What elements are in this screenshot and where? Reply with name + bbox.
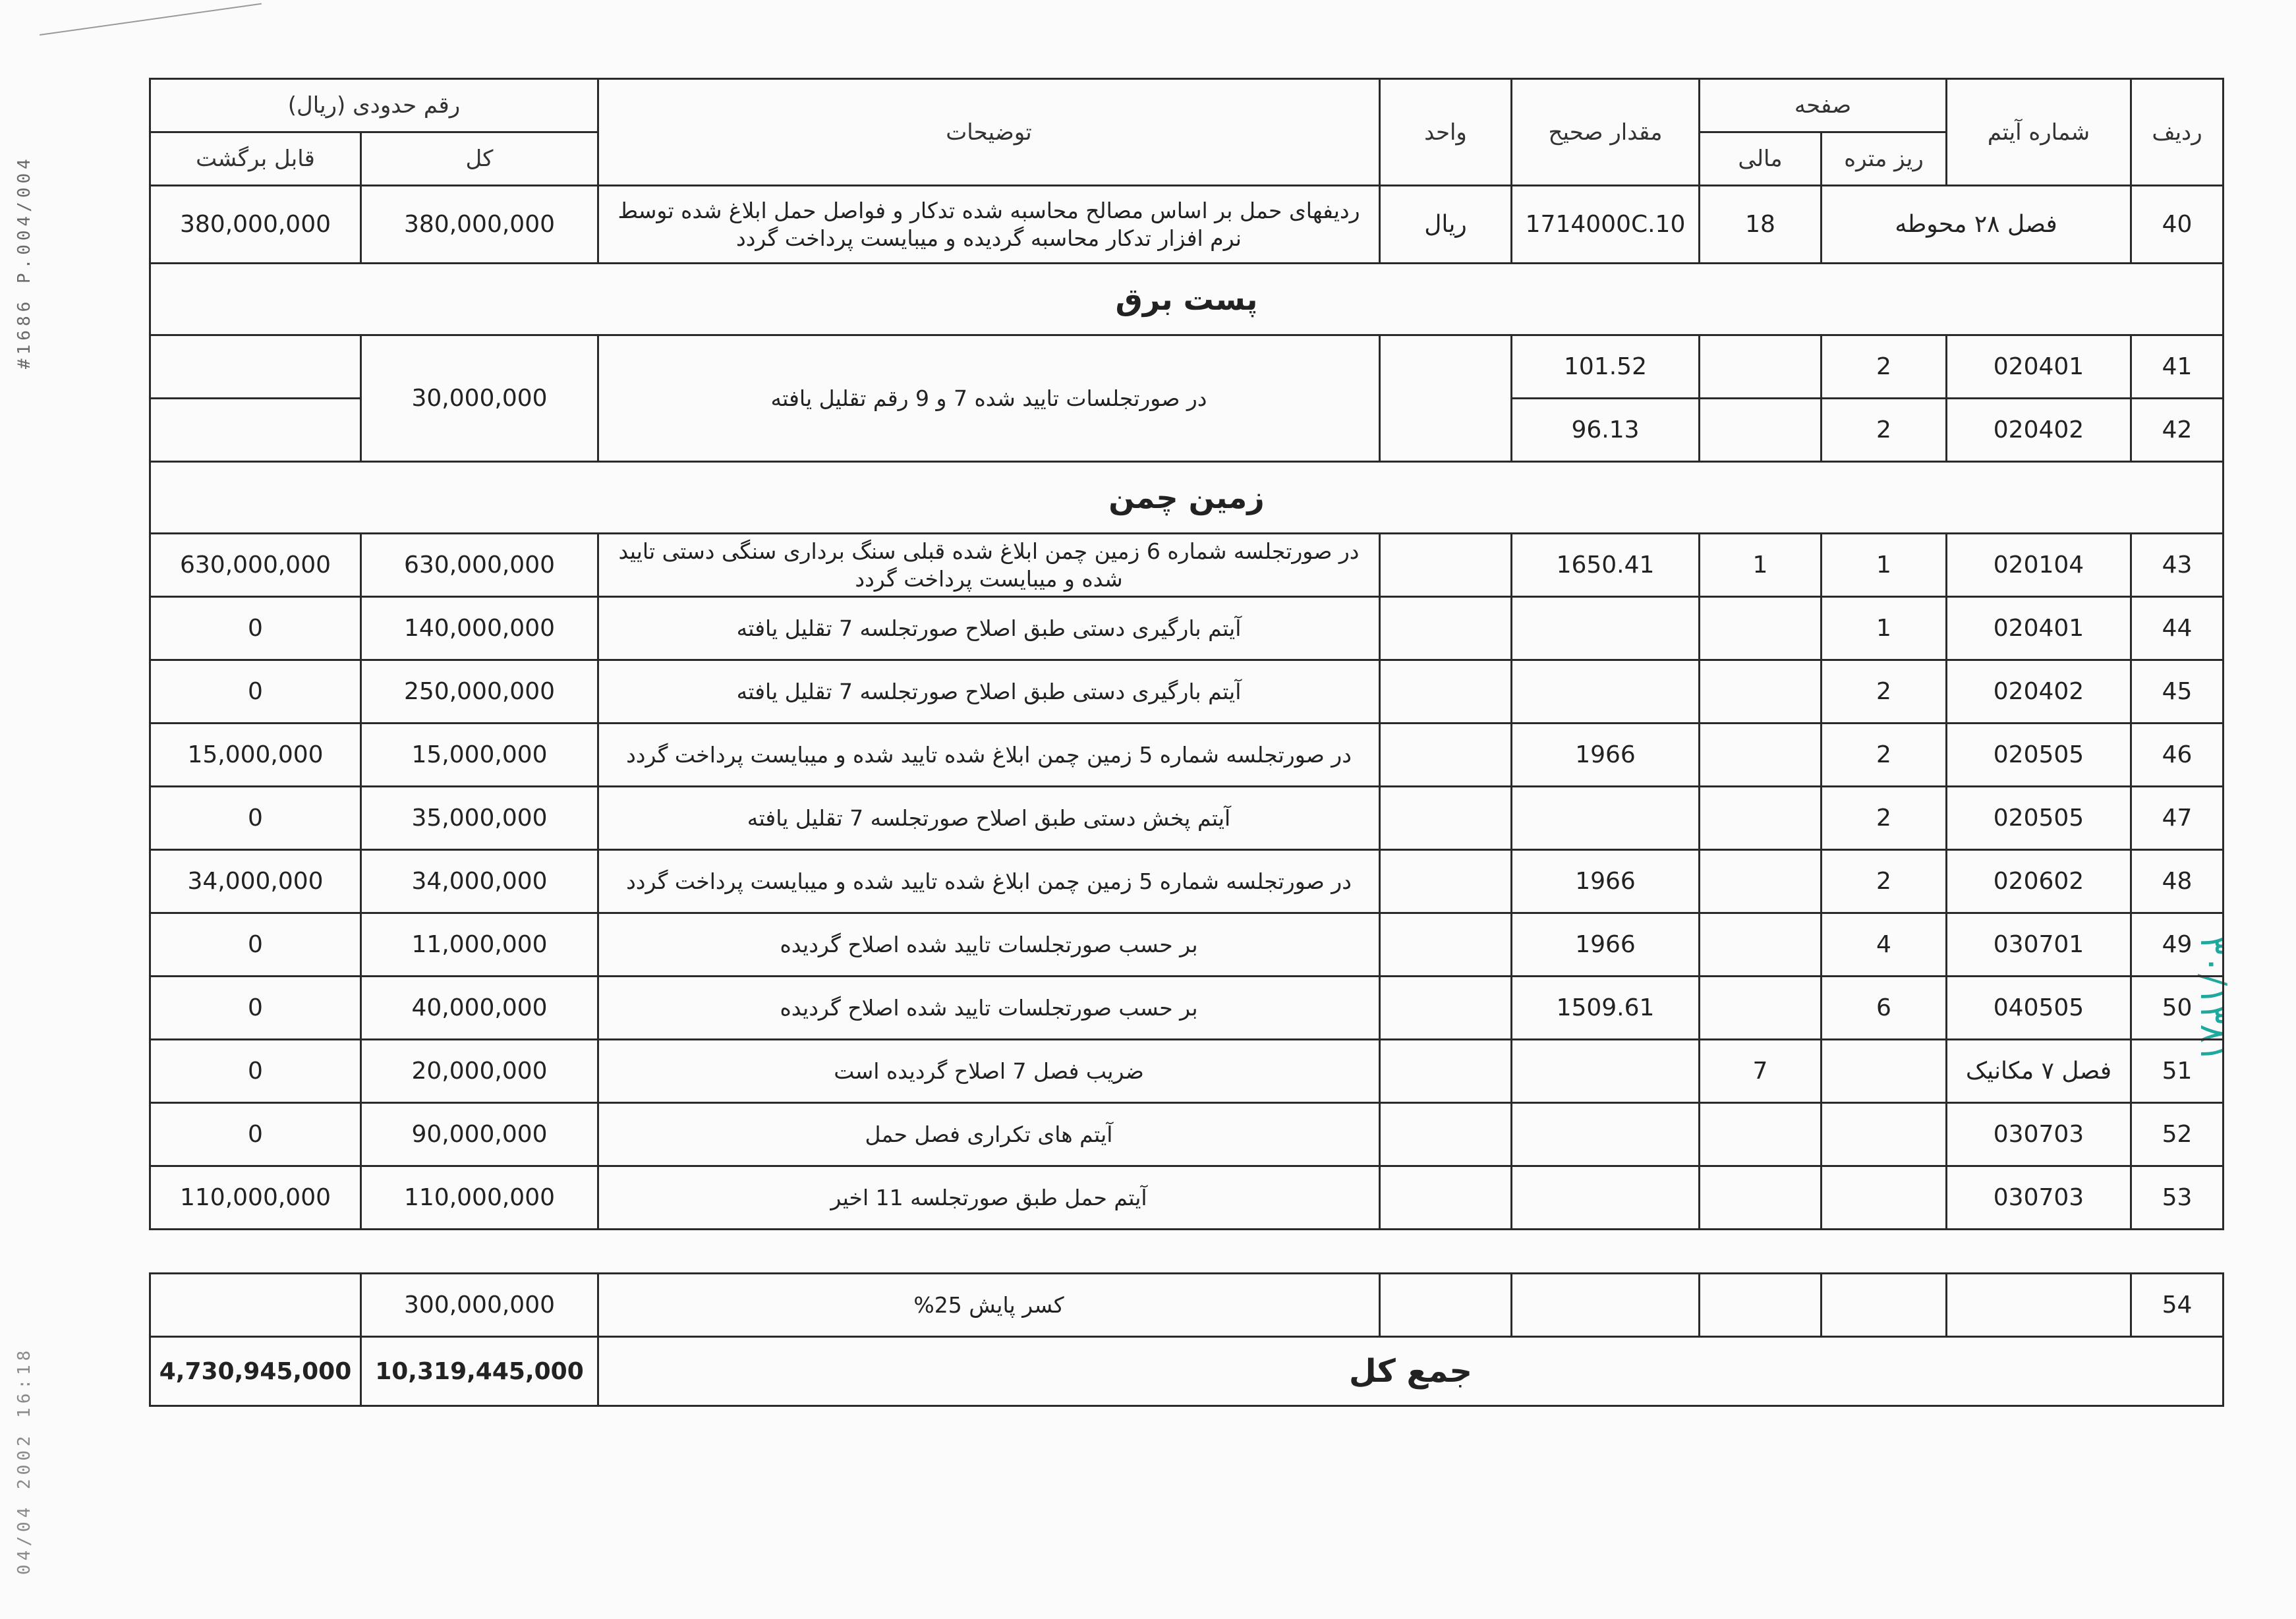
correct-qty — [1512, 787, 1700, 850]
row-no: 52 — [2131, 1103, 2224, 1166]
table-row — [150, 534, 2224, 597]
correct-qty: 1650.41 — [1512, 534, 1700, 597]
page-sub-meter: 2 — [1822, 399, 1947, 462]
grand-total-row — [150, 1337, 2224, 1406]
row-no: 51 — [2131, 1040, 2224, 1103]
total-amount: 630,000,000 — [361, 534, 598, 597]
page-financial — [1700, 977, 1822, 1040]
total-amount: 20,000,000 — [361, 1040, 598, 1103]
correct-qty: 101.52 — [1512, 335, 1700, 399]
total-amount: 35,000,000 — [361, 787, 598, 850]
total-amount: 250,000,000 — [361, 660, 598, 724]
description: در صورتجلسات تایید شده 7 و 9 رقم تقلیل یافته — [598, 335, 1380, 462]
row-no: 40 — [2131, 186, 2224, 264]
description: ردیفهای حمل بر اساس مصالح محاسبه شده تدکار و فواصل حمل ابلاغ شده توسط نرم افزار تدکار محاسبه گردیده و میبایست پرداخت گردد — [598, 186, 1380, 264]
header-row-no: ردیف — [2131, 79, 2224, 186]
total-amount: 11,000,000 — [361, 913, 598, 977]
unit — [1380, 335, 1512, 462]
row-no: 44 — [2131, 597, 2224, 660]
item-no: 020402 — [1947, 660, 2131, 724]
total-amount: 300,000,000 — [361, 1274, 598, 1337]
unit — [1380, 534, 1512, 597]
correct-qty — [1512, 1040, 1700, 1103]
header-page-sub-meter: ریز متره — [1822, 132, 1947, 186]
grand-total-label: جمع کل — [598, 1337, 2224, 1406]
table-row — [150, 1274, 2224, 1337]
table-row — [150, 724, 2224, 787]
description: آیتم حمل طبق صورتجلسه 11 اخیر — [598, 1166, 1380, 1230]
refundable-amount — [150, 335, 361, 399]
table-row — [150, 850, 2224, 913]
refundable-amount: 0 — [150, 1040, 361, 1103]
page-sub-meter: 1 — [1822, 534, 1947, 597]
row-no: 46 — [2131, 724, 2224, 787]
description: در صورتجلسه شماره 5 زمین چمن ابلاغ شده تایید شده و میبایست پرداخت گردد — [598, 724, 1380, 787]
description: ضریب فصل 7 اصلاح گردیده است — [598, 1040, 1380, 1103]
spacer-row — [150, 1230, 2224, 1274]
row-no: 48 — [2131, 850, 2224, 913]
description: آیتم بارگیری دستی طبق اصلاح صورتجلسه 7 تقلیل یافته — [598, 597, 1380, 660]
correct-qty — [1512, 1274, 1700, 1337]
page-financial: 7 — [1700, 1040, 1822, 1103]
page-financial — [1700, 1166, 1822, 1230]
unit — [1380, 1103, 1512, 1166]
unit — [1380, 724, 1512, 787]
total-amount: 30,000,000 — [361, 335, 598, 462]
item-no: 040505 — [1947, 977, 2131, 1040]
row-no: 50 — [2131, 977, 2224, 1040]
table-row — [150, 977, 2224, 1040]
refundable-amount — [150, 399, 361, 462]
page-financial — [1700, 850, 1822, 913]
total-amount: 15,000,000 — [361, 724, 598, 787]
description: در صورتجلسه شماره 6 زمین چمن ابلاغ شده قبلی سنگ برداری سنگی دستی تایید شده و میبایست پرداخت گردد — [598, 534, 1380, 597]
item-no: 030703 — [1947, 1166, 2131, 1230]
unit — [1380, 597, 1512, 660]
correct-qty: 1509.61 — [1512, 977, 1700, 1040]
header-total: کل — [361, 132, 598, 186]
unit — [1380, 850, 1512, 913]
page-financial — [1700, 724, 1822, 787]
page-financial — [1700, 597, 1822, 660]
row-no: 49 — [2131, 913, 2224, 977]
refundable-amount: 0 — [150, 913, 361, 977]
grand-total-refundable: 4,730,945,000 — [150, 1337, 361, 1406]
total-amount: 34,000,000 — [361, 850, 598, 913]
grand-total-amount: 10,319,445,000 — [361, 1337, 598, 1406]
total-amount: 380,000,000 — [361, 186, 598, 264]
correct-qty — [1512, 597, 1700, 660]
total-amount: 40,000,000 — [361, 977, 598, 1040]
refundable-amount: 630,000,000 — [150, 534, 361, 597]
item-no — [1947, 1274, 2131, 1337]
page-financial — [1700, 1274, 1822, 1337]
description: کسر پایش 25% — [598, 1274, 1380, 1337]
total-amount: 140,000,000 — [361, 597, 598, 660]
unit — [1380, 660, 1512, 724]
refundable-amount: 0 — [150, 660, 361, 724]
page-financial — [1700, 1103, 1822, 1166]
item-no: 020401 — [1947, 335, 2131, 399]
refundable-amount: 0 — [150, 977, 361, 1040]
item-no: فصل ۷ مکانیک — [1947, 1040, 2131, 1103]
item-no: 020401 — [1947, 597, 2131, 660]
refundable-amount: 0 — [150, 1103, 361, 1166]
header-item-no: شماره آیتم — [1947, 79, 2131, 186]
page-financial — [1700, 787, 1822, 850]
item-no: 020602 — [1947, 850, 2131, 913]
description: آیتم های تکراری فصل حمل — [598, 1103, 1380, 1166]
correct-qty — [1512, 1166, 1700, 1230]
unit: ریال — [1380, 186, 1512, 264]
page-sub-meter — [1822, 1103, 1947, 1166]
row-no: 47 — [2131, 787, 2224, 850]
item-no: 020104 — [1947, 534, 2131, 597]
refundable-amount: 380,000,000 — [150, 186, 361, 264]
header-unit: واحد — [1380, 79, 1512, 186]
item-no: 020505 — [1947, 787, 2131, 850]
unit — [1380, 1040, 1512, 1103]
refundable-amount: 110,000,000 — [150, 1166, 361, 1230]
refundable-amount: 15,000,000 — [150, 724, 361, 787]
header-refundable: قابل برگشت — [150, 132, 361, 186]
description: در صورتجلسه شماره 5 زمین چمن ابلاغ شده تایید شده و میبایست پرداخت گردد — [598, 850, 1380, 913]
page-financial: 1 — [1700, 534, 1822, 597]
total-amount: 90,000,000 — [361, 1103, 598, 1166]
table-row — [150, 787, 2224, 850]
row-no: 41 — [2131, 335, 2224, 399]
page-sub-meter: 2 — [1822, 335, 1947, 399]
section-title-lawn: زمین چمن — [150, 462, 2224, 534]
refundable-amount: 0 — [150, 597, 361, 660]
header-description: توضیحات — [598, 79, 1380, 186]
page-sub-meter: 2 — [1822, 724, 1947, 787]
table-row — [150, 913, 2224, 977]
page-sub-meter: 1 — [1822, 597, 1947, 660]
row-no: 42 — [2131, 399, 2224, 462]
section-title-electric: پست برق — [150, 264, 2224, 335]
page-sub-meter — [1822, 1166, 1947, 1230]
row-no: 54 — [2131, 1274, 2224, 1337]
item-no: فصل ۲۸ محوطه — [1822, 186, 2131, 264]
row-no: 45 — [2131, 660, 2224, 724]
description: آیتم بارگیری دستی طبق اصلاح صورتجلسه 7 تقلیل یافته — [598, 660, 1380, 724]
table-row — [150, 1103, 2224, 1166]
correct-qty: 1966 — [1512, 850, 1700, 913]
correct-qty — [1512, 1103, 1700, 1166]
item-no: 020402 — [1947, 399, 2131, 462]
page-sub-meter — [1822, 1274, 1947, 1337]
fax-header: #1686 P.004/004 — [14, 155, 34, 369]
table-row — [150, 186, 2224, 264]
page-financial — [1700, 335, 1822, 399]
table-row — [150, 335, 2224, 399]
header-row-1 — [150, 79, 2224, 132]
refundable-amount: 0 — [150, 787, 361, 850]
table-row — [150, 1040, 2224, 1103]
correct-qty: 1966 — [1512, 913, 1700, 977]
correct-qty: 96.13 — [1512, 399, 1700, 462]
item-no: 020505 — [1947, 724, 2131, 787]
row-no: 43 — [2131, 534, 2224, 597]
section-row-lawn — [150, 462, 2224, 534]
page-financial: 18 — [1700, 186, 1822, 264]
unit — [1380, 787, 1512, 850]
refundable-amount — [150, 1274, 361, 1337]
header-correct-qty: مقدار صحیح — [1512, 79, 1700, 186]
scan-artifact-line — [40, 3, 262, 36]
row-no: 53 — [2131, 1166, 2224, 1230]
page-financial — [1700, 913, 1822, 977]
page-sub-meter: 2 — [1822, 850, 1947, 913]
unit — [1380, 977, 1512, 1040]
description: بر حسب صورتجلسات تایید شده اصلاح گردیده — [598, 977, 1380, 1040]
section-row-electric — [150, 264, 2224, 335]
fax-footer: 04/04 2002 16:18 — [14, 1346, 34, 1575]
correct-qty — [1512, 660, 1700, 724]
item-no: 030703 — [1947, 1103, 2131, 1166]
page-financial — [1700, 399, 1822, 462]
item-no: 030701 — [1947, 913, 2131, 977]
refundable-amount: 34,000,000 — [150, 850, 361, 913]
description: آیتم پخش دستی طبق اصلاح صورتجلسه 7 تقلیل یافته — [598, 787, 1380, 850]
page-sub-meter: 4 — [1822, 913, 1947, 977]
page-sub-meter: 6 — [1822, 977, 1947, 1040]
table-row — [150, 660, 2224, 724]
header-page: صفحه — [1700, 79, 1947, 132]
page-sub-meter: 2 — [1822, 787, 1947, 850]
unit — [1380, 1274, 1512, 1337]
correct-qty: 1714000C.10 — [1512, 186, 1700, 264]
items-table — [149, 78, 2224, 1407]
description: بر حسب صورتجلسات تایید شده اصلاح گردیده — [598, 913, 1380, 977]
correct-qty: 1966 — [1512, 724, 1700, 787]
document-sheet — [149, 78, 2222, 1407]
spacer-cell — [150, 1230, 2224, 1274]
page-financial — [1700, 660, 1822, 724]
handwritten-note: ۳۰/۱۳۸۱ — [2193, 936, 2234, 1063]
header-approx-amount: رقم حدودی (ریال) — [150, 79, 598, 132]
table-row — [150, 1166, 2224, 1230]
unit — [1380, 1166, 1512, 1230]
page-sub-meter: 2 — [1822, 660, 1947, 724]
unit — [1380, 913, 1512, 977]
total-amount: 110,000,000 — [361, 1166, 598, 1230]
header-page-financial: مالی — [1700, 132, 1822, 186]
page-sub-meter — [1822, 1040, 1947, 1103]
table-row — [150, 597, 2224, 660]
